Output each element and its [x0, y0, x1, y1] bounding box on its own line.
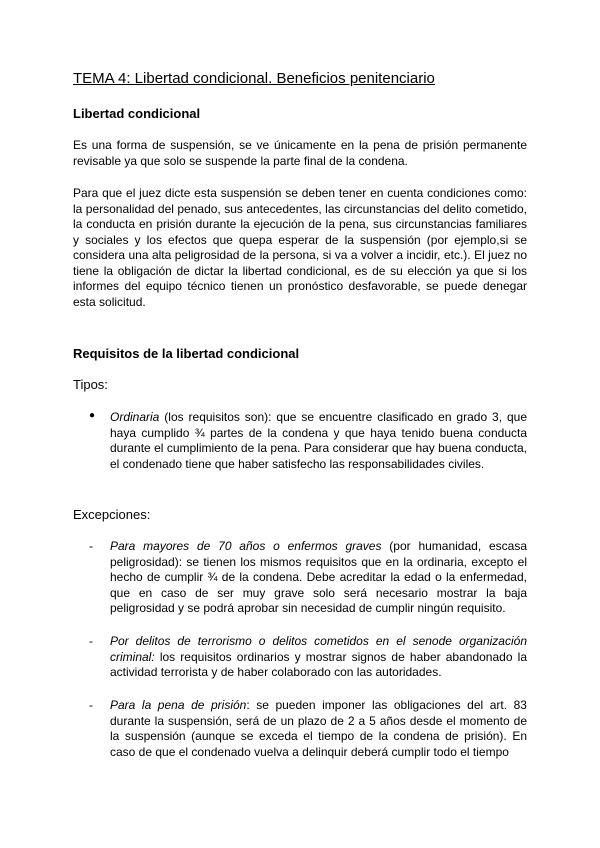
list-item-ordinaria [110, 410, 527, 472]
list-item-terrorismo [110, 634, 527, 681]
tipos-label: Tipos: [73, 377, 108, 392]
dash-icon: - [89, 634, 93, 648]
item-term: Para la pena de prisión [110, 698, 247, 712]
list-item-pena-prision [110, 698, 527, 760]
item-text: los requisitos ordinarios y mostrar signos de haber abandonado la actividad terrorista y de haber colaborado con las autoridades. [110, 649, 527, 679]
paragraph-definition: Es una forma de suspensión, se ve únicamente en la pena de prisión permanente revisable ya que solo se suspende la parte final de la condena. [73, 138, 527, 168]
paragraph-conditions: Para que el juez dicte esta suspensión se deben tener en cuenta condiciones como: la personalidad del penado, sus antecedentes, las circunstancias del delito cometido, la conducta en prisión durante la ejecución de la pena, sus circunstancias familiares y sociales y los efectos que quepa esperar de la suspensión (por ejemplo,si se considera una alta peligrosidad de la persona, si va a volver a incidir, etc.). El juez no tiene la obligación de dictar la libertad condicional, es de su elección ya que si los informes del equipo técnico tienen un pronóstico desfavorable, se puede denegar esta solicitud. [73, 186, 527, 309]
item-text: : se pueden imponer las obligaciones del art. 83 durante la suspensión, será de un plazo de 2 a 5 años desde el momento de la suspensión (aunque se exceda el tiempo de la condena de prisión). En caso de que el condenado vuelva a delinquir deberá cumplir todo el tiempo [110, 698, 527, 759]
document-title: TEMA 4: Libertad condicional. Beneficios penitenciario [73, 70, 435, 87]
item-text: (los requisitos son): que se encuentre clasificado en grado 3, que haya cumplido ¾ partes de la condena y que haya tenido buena conducta durante el cumplimiento de la pena. Para considerar que hay buena conducta, el condenado tiene que haber satisfecho las responsabilidades civiles. [110, 410, 527, 471]
list-item-mayores-70 [110, 539, 527, 617]
section-heading-requisitos: Requisitos de la libertad condicional [73, 346, 300, 361]
bullet-icon: ● [89, 410, 96, 421]
item-term: Por delitos de terrorismo o delitos cometidos en el senode organización criminal: [110, 634, 527, 664]
item-text: (por humanidad, escasa peligrosidad): se tienen los mismos requisitos que en la ordinaria, excepto el hecho de cumplir ¾ de la condena. Debe acreditar la edad o la enfermedad, que en caso de ser muy grave solo será necesario mostrar la baja peligrosidad y se podrá aprobar sin necesidad de cumplir ningún requisito. [110, 539, 527, 615]
section-heading-libertad-condicional: Libertad condicional [73, 106, 201, 121]
item-term: Ordinaria [110, 410, 160, 424]
dash-icon: - [89, 539, 93, 553]
item-term: Para mayores de 70 años o enfermos graves [110, 539, 382, 553]
dash-icon: - [89, 698, 93, 712]
excepciones-label: Excepciones: [73, 507, 151, 522]
